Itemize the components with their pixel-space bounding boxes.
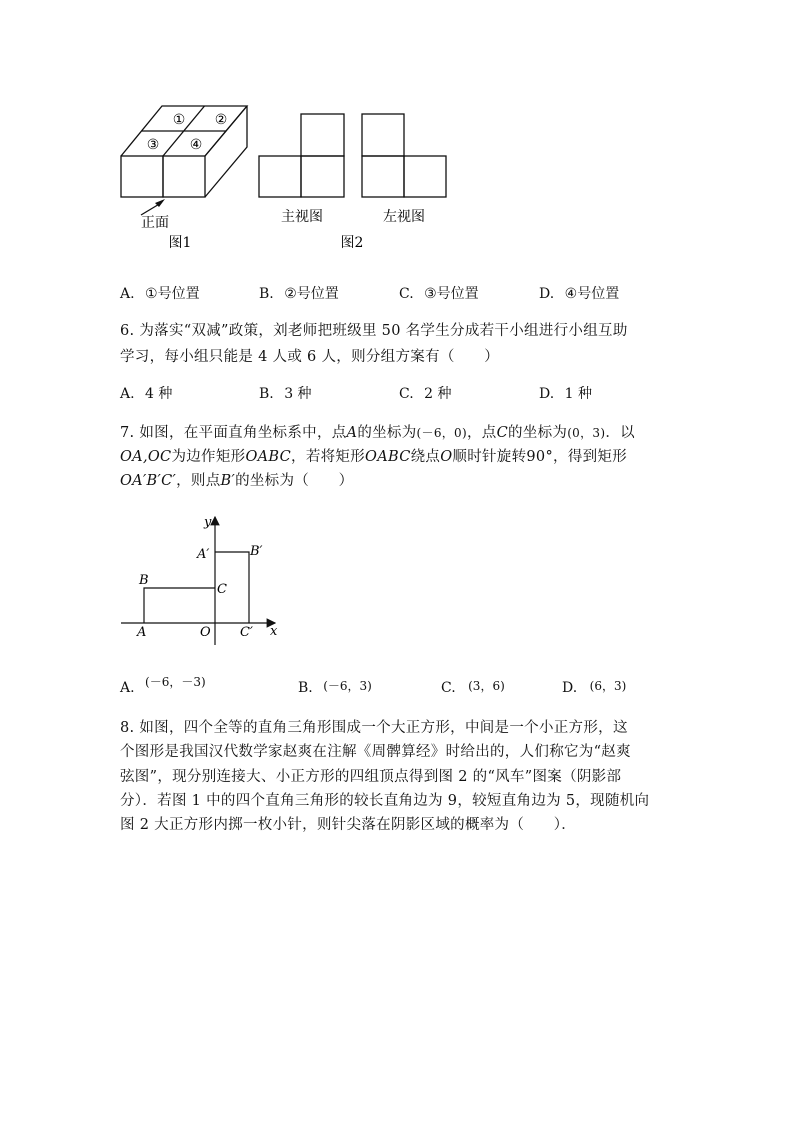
q7-text: 7. 如图，在平面直角坐标系中，点 bbox=[120, 425, 347, 441]
label-c: C bbox=[217, 582, 227, 597]
q7-var-oa-oc: OA,OC bbox=[120, 449, 172, 465]
front-view-label: 主视图 bbox=[281, 209, 323, 225]
option-letter: C. bbox=[441, 680, 456, 696]
q7-text: ．以 bbox=[605, 425, 635, 441]
q7-option-c bbox=[441, 681, 505, 695]
q7-angle: 90° bbox=[526, 449, 554, 465]
cube-label-4: ④ bbox=[189, 137, 203, 153]
option-letter: D. bbox=[539, 286, 555, 302]
q6-line-2: 学习，每小组只能是 4 人或 6 人，则分组方案有（ ） bbox=[120, 349, 500, 365]
option-letter: B. bbox=[259, 386, 274, 402]
q7-text: 的坐标为 bbox=[507, 425, 568, 441]
q7-coord-c: (0，3) bbox=[567, 426, 606, 440]
cube-label-3: ③ bbox=[146, 137, 160, 153]
option-letter: D. bbox=[562, 680, 578, 696]
q7-var-a: A bbox=[346, 425, 358, 441]
q7-var-oabc: OABC bbox=[365, 449, 411, 465]
q7-text: 为边作矩形 bbox=[171, 449, 246, 465]
option-text: (－6，－3) bbox=[145, 675, 206, 689]
front-label: 正面 bbox=[141, 215, 169, 231]
option-text: 1 种 bbox=[564, 386, 592, 402]
q5-option-c bbox=[399, 287, 479, 301]
label-o: O bbox=[200, 625, 211, 640]
left-view-cell-br bbox=[404, 156, 446, 197]
front-view-cell-br bbox=[301, 156, 344, 197]
q7-option-a bbox=[120, 675, 206, 696]
option-letter: C. bbox=[399, 386, 414, 402]
front-view-cell-bl bbox=[259, 156, 301, 197]
cube-front-face-right bbox=[163, 156, 205, 197]
label-b-prime: B′ bbox=[250, 544, 263, 559]
label-b: B bbox=[139, 573, 149, 588]
q7-line-1 bbox=[120, 422, 635, 445]
option-text: ①号位置 bbox=[145, 286, 200, 302]
q8-line-5: 图 2 大正方形内掷一枚小针，则针尖落在阴影区域的概率为（ ）． bbox=[120, 817, 577, 833]
cube-label-2: ② bbox=[214, 112, 228, 128]
label-x: x bbox=[270, 624, 278, 639]
option-letter: B. bbox=[298, 680, 313, 696]
q7-text: 顺时针旋转 bbox=[452, 449, 527, 465]
label-a: A bbox=[137, 625, 147, 640]
option-text: (6，3) bbox=[589, 679, 627, 693]
q7-text: 绕点 bbox=[410, 449, 441, 465]
option-text: 2 种 bbox=[424, 386, 452, 402]
q8-line-4: 分）．若图 1 中的四个直角三角形的较长直角边为 9，较短直角边为 5，现随机向 bbox=[120, 793, 650, 809]
figure-2-caption: 图2 bbox=[340, 235, 364, 251]
left-view-cell-top bbox=[362, 114, 404, 156]
left-view-cell-bl bbox=[362, 156, 404, 197]
q8-line-2: 个图形是我国汉代数学家赵爽在注解《周髀算经》时给出的，人们称它为“赵爽 bbox=[120, 744, 631, 760]
figure-1-2-diagram bbox=[0, 0, 794, 260]
option-letter: B. bbox=[259, 286, 274, 302]
q7-var-oabc: OABC bbox=[245, 449, 292, 465]
option-text: 3 种 bbox=[284, 386, 312, 402]
figure-1-caption: 图1 bbox=[168, 235, 192, 251]
q7-text: ，若将矩形 bbox=[291, 449, 366, 465]
front-view-cell-top bbox=[301, 114, 344, 156]
option-letter: A. bbox=[120, 286, 135, 302]
cube-label-1: ① bbox=[172, 112, 186, 128]
q7-text: ，则点 bbox=[176, 473, 221, 489]
q6-option-d bbox=[539, 387, 592, 401]
option-letter: A. bbox=[120, 680, 135, 696]
rect-oabc bbox=[144, 588, 215, 623]
q7-option-d bbox=[562, 681, 626, 695]
q7-coord-a: (－6，0) bbox=[416, 426, 467, 440]
q7-text: 的坐标为（ ） bbox=[235, 473, 354, 489]
option-letter: A. bbox=[120, 386, 135, 402]
q5-option-b bbox=[259, 287, 339, 301]
q7-var-b-prime: B′ bbox=[220, 473, 236, 489]
option-text: ②号位置 bbox=[284, 286, 339, 302]
q7-text: ，得到矩形 bbox=[553, 449, 628, 465]
q7-line-3 bbox=[120, 470, 353, 493]
q5-option-a bbox=[120, 287, 200, 301]
option-letter: C. bbox=[399, 286, 414, 302]
q7-var-o: O bbox=[440, 449, 453, 465]
option-text: 4 种 bbox=[145, 386, 173, 402]
option-text: (－6，3) bbox=[323, 679, 372, 693]
q7-coordinate-graph bbox=[100, 505, 300, 655]
q8-line-3: 弦图”，现分别连接大、小正方形的四组顶点得到图 2 的“风车”图案（阴影部 bbox=[120, 769, 622, 785]
q7-var-rect-prime: OA′B′C′ bbox=[120, 473, 177, 489]
q7-text: 的坐标为 bbox=[357, 425, 417, 441]
label-y: y bbox=[204, 515, 212, 530]
q8-line-1: 8. 如图，四个全等的直角三角形围成一个大正方形，中间是一个小正方形，这 bbox=[120, 720, 628, 736]
q7-var-c: C bbox=[496, 425, 508, 441]
label-a-prime: A′ bbox=[197, 547, 210, 562]
option-text: ④号位置 bbox=[564, 286, 620, 302]
left-view-label: 左视图 bbox=[383, 209, 425, 225]
q6-line-1: 6. 为落实“双减”政策，刘老师把班级里 50 名学生分成若干小组进行小组互助 bbox=[120, 323, 628, 339]
option-letter: D. bbox=[539, 386, 555, 402]
q6-option-b bbox=[259, 387, 312, 401]
q7-line-2 bbox=[120, 446, 627, 469]
q7-option-b bbox=[298, 681, 372, 695]
label-c-prime: C′ bbox=[240, 625, 253, 640]
q7-text: ，点 bbox=[466, 425, 497, 441]
option-text: (3，6) bbox=[468, 679, 505, 693]
option-text: ③号位置 bbox=[424, 286, 479, 302]
q6-option-a bbox=[120, 387, 172, 401]
cube-front-face-left bbox=[121, 156, 163, 197]
q5-option-d bbox=[539, 287, 619, 301]
q6-option-c bbox=[399, 387, 451, 401]
